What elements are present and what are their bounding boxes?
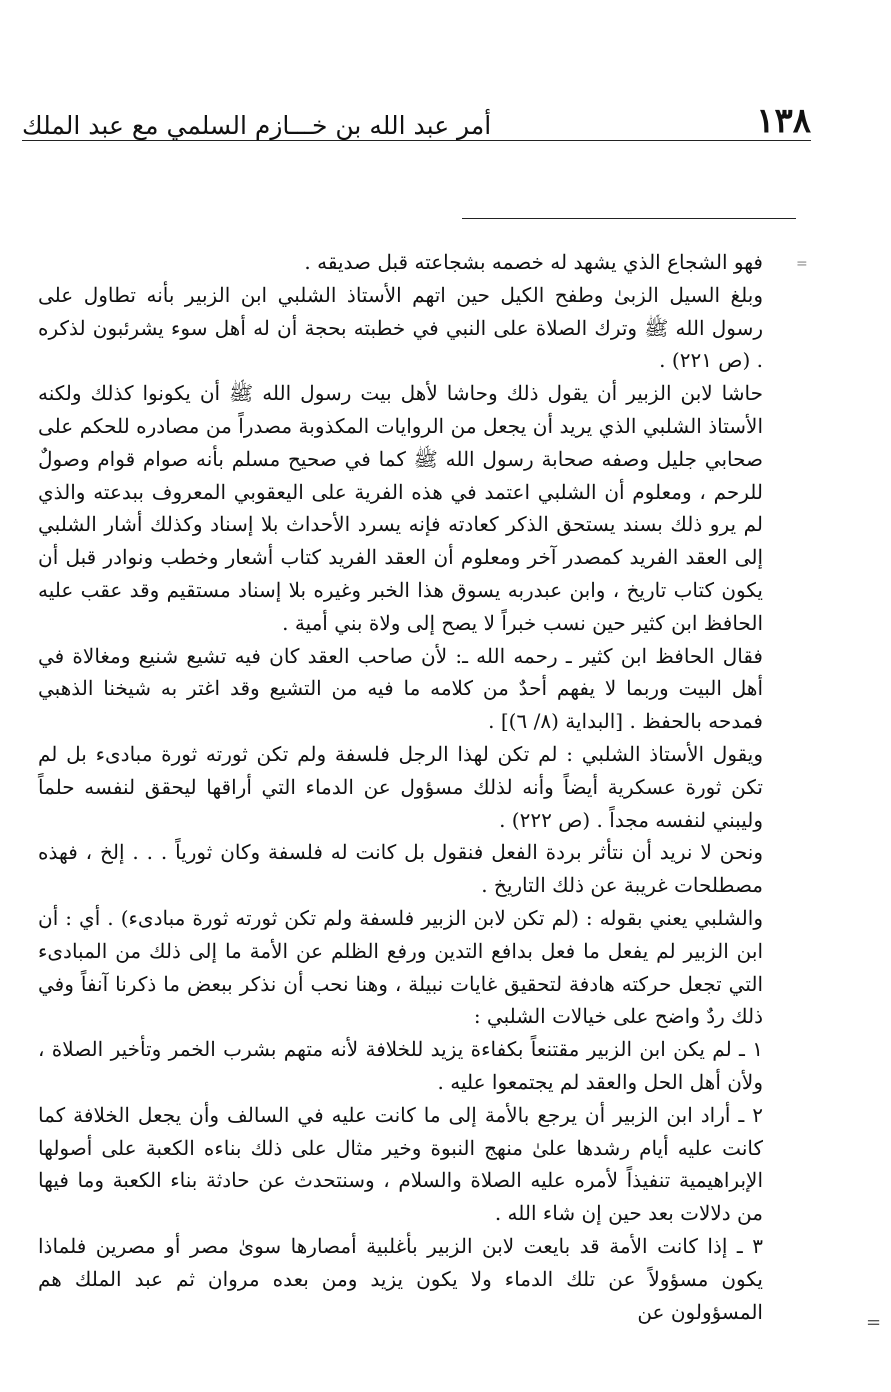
paragraph: ونحن لا نريد أن نتأثر بردة الفعل فنقول بل كانت له فلسفة وكان ثورياً . . . إلخ ، فهذه مصطلحات غريبة عن ذلك التاريخ . — [38, 840, 763, 898]
section-rule — [462, 218, 796, 219]
page-number: ١٣٨ — [756, 101, 811, 141]
page-header — [22, 88, 811, 141]
running-title: أمر عبد الله بن خـــازم السلمي مع عبد الملك — [22, 111, 492, 140]
paragraph: وبلغ السيل الزبىٰ وطفح الكيل حين اتهم الأستاذ الشلبي ابن الزبير بأنه تطاول على رسول الله ﷺ وترك الصلاة على النبي في خطبته بحجة أن له أهل سوء يشرئبون لذكره . (ص ٢٢١) . — [38, 282, 763, 373]
header-rule — [22, 140, 811, 141]
margin-mark-bottom: = — [866, 1312, 882, 1333]
paragraph: والشلبي يعني بقوله : (لم تكن لابن الزبير فلسفة ولم تكن ثورته ثورة مبادىء) . أي : أن ابن الزبير لم يفعل ما فعل بدافع التدين ورفع الظلم عن الأمة ما إلى ذلك من المبادىء التي تجعل حركته هادفة لتحقيق غايات نبيلة ، وهنا نحب أن نذكر ببعض ما ذكرنا آنفاً وفي ذلك ردٌ واضح على خيالات الشلبي : — [38, 905, 763, 1029]
list-item: ١ ـ لم يكن ابن الزبير مقتنعاً بكفاءة يزيد للخلافة لأنه متهم بشرب الخمر وتأخير الصلاة ، ولأن أهل الحل والعقد لم يجتمعوا عليه . — [38, 1037, 763, 1094]
list-item: ٢ ـ أراد ابن الزبير أن يرجع بالأمة إلى ما كانت عليه في السالف وأن يجعل الخلافة كما كانت عليه أيام رشدها علىٰ منهج النبوة وخير مثال على ذلك بناءه الكعبة على أصولها الإبراهيمية تنفيذاً لأمره عليه الصلاة والسلام ، وسنتحدث عن حادثة بناء الكعبة وما فيها من دلالات بعد حين إن شاء الله . — [38, 1102, 764, 1226]
paragraph: ويقول الأستاذ الشلبي : لم تكن لهذا الرجل فلسفة ولم تكن ثورته ثورة مبادىء بل لم تكن ثورة عسكرية أيضاً وأنه لذلك مسؤول عن الدماء التي أراقها ليحقق لنفسه حلماً وليبني لنفسه مجداً . (ص ٢٢٢) . — [38, 741, 763, 832]
margin-mark-top: = — [796, 256, 808, 272]
body-text — [38, 246, 763, 1328]
paragraph: فهو الشجاع الذي يشهد له خصمه بشجاعته قبل صديقه . — [304, 250, 763, 274]
paragraph: فقال الحافظ ابن كثير ـ رحمه الله ـ: لأن صاحب العقد كان فيه تشيع شنيع ومغالاة في أهل البيت وربما لا يفهم أحدٌ من كلامه ما فيه من التشيع وقد اغتر به شيخنا الذهبي فمدحه بالحفظ . [البداية (٨/ ٦)] . — [38, 643, 763, 734]
list-item: ٣ ـ إذا كانت الأمة قد بايعت لابن الزبير بأغلبية أمصارها سوىٰ مصر أو مصرين فلماذا يكون مسؤولاً عن تلك الدماء ولا يكون يزيد ومن بعده مروان ثم عبد الملك هم المسؤولون عن — [38, 1233, 763, 1324]
paragraph: حاشا لابن الزبير أن يقول ذلك وحاشا لأهل بيت رسول الله ﷺ أن يكونوا كذلك ولكنه الأستاذ الشلبي الذي يريد أن يجعل من الروايات المكذوبة مصدراً من مصادره للحكم على صحابي جليل وصفه صحابة رسول الله ﷺ كما في صحيح مسلم بأنه صوام قوام وصولٌ للرحم ، ومعلوم أن الشلبي اعتمد في هذه الفرية على اليعقوبي المعروف ببدعته والذي لم يرو ذلك بسند يستحق الذكر كعادته فإنه يسرد الأحداث بلا إسناد وكذلك أشار الشلبي إلى العقد الفريد كمصدر آخر ومعلوم أن العقد الفريد كتاب أشعار وخطب ونوادر قبل أن يكون كتاب تاريخ ، وابن عبدربه يسوق هذا الخبر وغيره بلا إسناد مستقيم وقد عقب عليه الحافظ ابن كثير حين نسب خبراً لا يصح إلى ولاة بني أمية . — [38, 381, 763, 635]
